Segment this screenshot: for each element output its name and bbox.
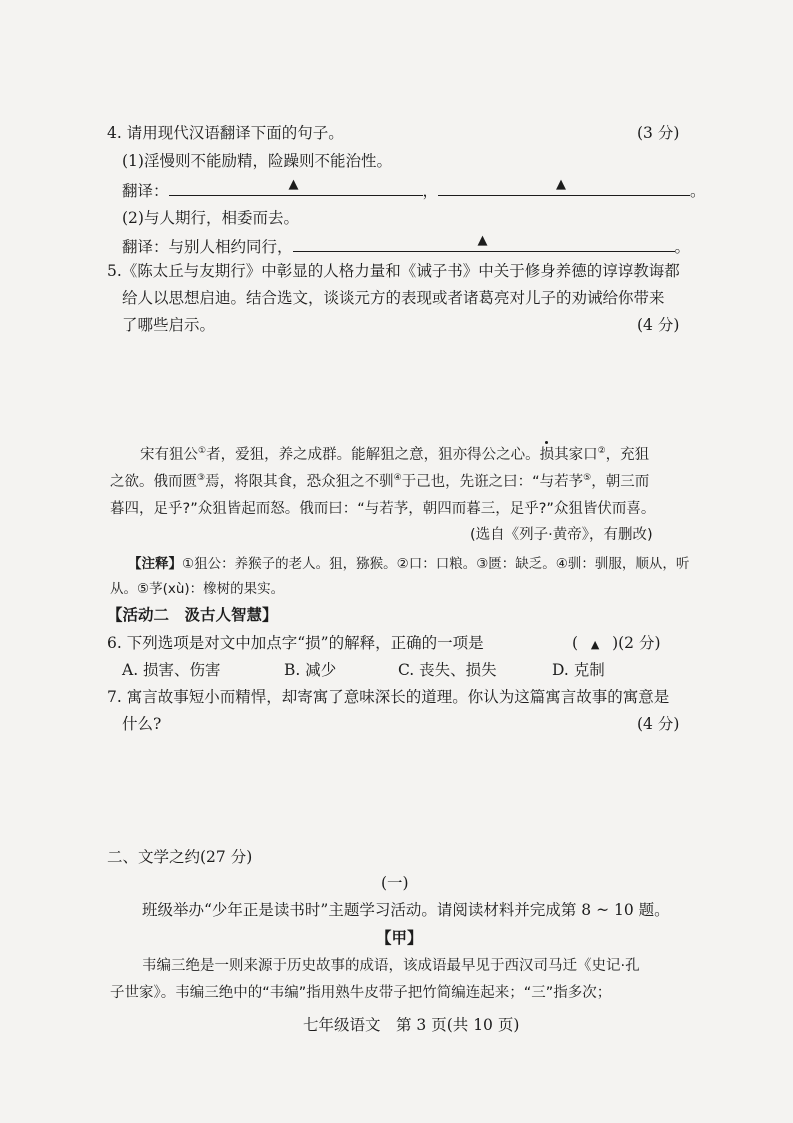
- activity-intro: 班级举办“少年正是读书时”主题学习活动。请阅读材料并完成第 8 ~ 10 题。: [142, 901, 670, 919]
- part-1-heading: (一): [381, 874, 409, 892]
- period-end: 。: [674, 238, 691, 256]
- note-marker-3: ③: [197, 473, 206, 484]
- triangle-marker-icon: ▲: [556, 177, 567, 192]
- note-marker-4: ④: [393, 473, 402, 484]
- translate-label: 翻译：: [122, 182, 169, 200]
- comma-separator: ，: [422, 182, 439, 200]
- activity-2-heading: 【活动二 汲古人智慧】: [107, 605, 278, 624]
- q7-points: (4 分): [637, 715, 680, 733]
- material-jia-line-1: 韦编三绝是一则来源于历史故事的成语，该成语最早见于西汉司马迁《史记·孔: [142, 958, 640, 974]
- q4-answer-line-2: [122, 235, 690, 258]
- material-jia-line-2: 子世家》。韦编三绝中的“韦编”指用熟牛皮带子把竹简编连起来；“三”指多次；: [110, 985, 612, 1001]
- notes-line-1: 【注释】①狙公：养猴子的老人。狙，猕猴。②口：口粮。③匮：缺乏。④驯：驯服，顺从，听: [128, 556, 690, 572]
- q6-option-b: B. 减少: [284, 661, 337, 679]
- q6-option-c: C. 丧失、损失: [398, 661, 497, 679]
- section-2-heading: 二、文学之约(27 分): [107, 848, 253, 866]
- answer-blank-1b[interactable]: [438, 179, 690, 196]
- q4-points: (3 分): [637, 124, 680, 142]
- q6-stem: 6. 下列选项是对文中加点字“损”的解释，正确的一项是: [107, 634, 484, 652]
- note-marker-5: ⑤: [583, 473, 592, 484]
- q5-line-1: 5.《陈太丘与友期行》中彰显的人格力量和《诫子书》中关于修身养德的谆谆教诲都: [107, 262, 680, 280]
- translate-prefix: 翻译：与别人相约同行，: [122, 238, 293, 256]
- passage-line-3: 暮四，足乎?”众狙皆起而怒。俄而曰：“与若芧，朝四而暮三，足乎?”众狙皆伏而喜。: [110, 501, 656, 517]
- triangle-marker-icon: ▲: [590, 638, 600, 651]
- notes-line-2: 从。⑤芧(xù)：橡树的果实。: [110, 581, 285, 597]
- passage-line-1: 宋有狙公①者，爱狙，养之成群。能解狙之意，狙亦得公之心。损其家口②，充狙: [140, 444, 649, 466]
- answer-blank-1a[interactable]: [169, 179, 423, 196]
- q4-stem: 4. 请用现代汉语翻译下面的句子。: [107, 124, 344, 142]
- q6-answer-bracket[interactable]: ( ▲ )(2 分): [572, 632, 661, 656]
- notes-label: 【注释】: [128, 556, 182, 572]
- dotted-char-sun: 损: [540, 444, 555, 466]
- passage-source: (选自《列子·黄帝》，有删改): [470, 527, 653, 543]
- q5-line-3: 了哪些启示。: [122, 316, 216, 334]
- triangle-marker-icon: ▲: [477, 233, 488, 248]
- material-jia-heading: 【甲】: [376, 928, 423, 947]
- q4-answer-line-1: [122, 179, 706, 202]
- page-footer: 七年级语文 第 3 页(共 10 页): [303, 1016, 520, 1034]
- passage-line-2: 之欲。俄而匮③焉，将限其食，恐众狙之不驯④于己也，先诳之曰：“与若芧⑤，朝三而: [110, 473, 650, 490]
- q4-sentence-1: (1)淫慢则不能励精，险躁则不能治性。: [122, 152, 392, 170]
- note-marker-1: ①: [198, 446, 207, 457]
- q6-option-a: A. 损害、伤害: [122, 661, 221, 679]
- triangle-marker-icon: ▲: [288, 177, 299, 192]
- q5-line-2: 给人以思想启迪。结合选文，谈谈元方的表现或者诸葛亮对儿子的劝诫给你带来: [122, 289, 665, 307]
- note-marker-2: ②: [597, 446, 606, 457]
- q7-line-2: 什么?: [122, 715, 162, 733]
- q4-sentence-2: (2)与人期行，相委而去。: [122, 209, 299, 227]
- q6-option-d: D. 克制: [552, 661, 605, 679]
- answer-blank-2[interactable]: [293, 235, 675, 252]
- period-end: 。: [690, 182, 706, 200]
- q7-line-1: 7. 寓言故事短小而精悍，却寄寓了意味深长的道理。你认为这篇寓言故事的寓意是: [107, 688, 670, 706]
- q5-points: (4 分): [637, 316, 680, 334]
